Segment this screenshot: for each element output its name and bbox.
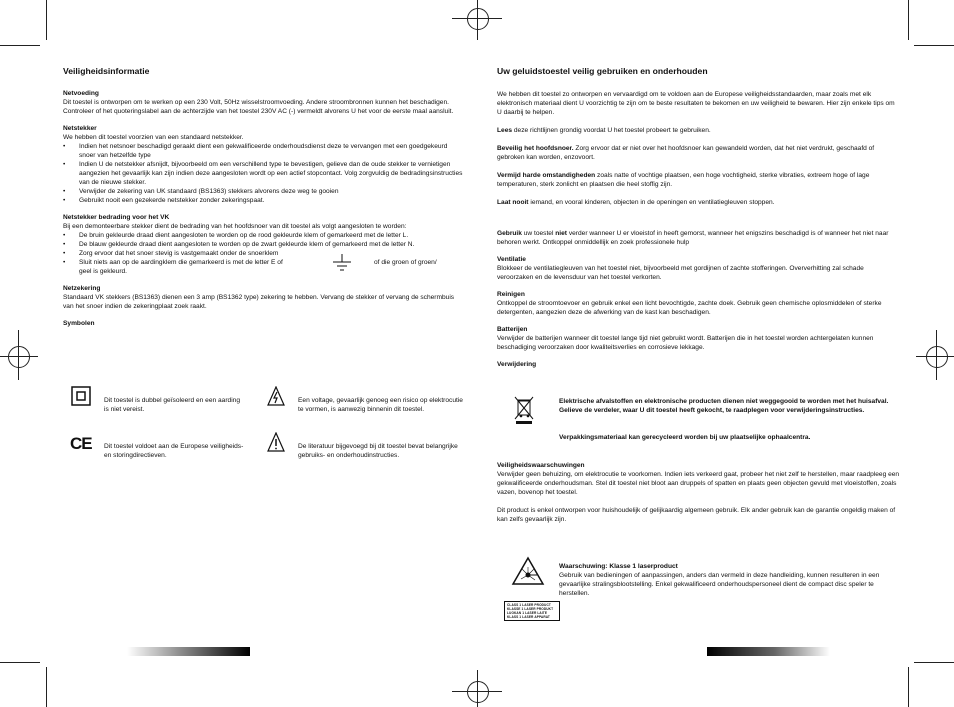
double-insulation-icon	[71, 386, 91, 411]
earth-text-c: geel is gekleurd.	[79, 268, 128, 275]
section-ventilatie	[497, 256, 901, 282]
bullet-list	[63, 142, 463, 205]
weee-text: Elektrische afvalstoffen en elektronische producten dienen niet weggegooid te worden met het huisafval. Gelieve de verdeler, waar U dit toestel heeft gekocht, te raadplegen voor verwijderingsinstructies.	[559, 398, 889, 414]
lees-paragraph: Lees deze richtlijnen grondig voordat U het toestel probeert te gebruiken.	[497, 127, 711, 134]
label-line: CLASS 1 LASER PRODUCT	[507, 603, 551, 607]
list-item: • De bruin gekleurde draad dient aangesloten te worden op de rood gekleurde klem of gemarkeerd met de letter L.	[63, 231, 463, 240]
symbol-text: Dit toestel is dubbel geïsoleerd en een aarding is niet vereist.	[104, 396, 240, 413]
section-text: Ontkoppel de stroomtoevoer en gebruik enkel een licht bevochtigde, zachte doek. Gebruik geen chemische oplosmiddelen of sterke detergenten, aangezien deze de afwerking van de kast kan beschadigen.	[497, 300, 882, 316]
color-bar-left	[127, 647, 250, 656]
section-title: Netstekker bedrading voor het VK	[63, 214, 170, 221]
high-voltage-icon	[267, 386, 285, 411]
page-title: Veiligheidsinformatie	[63, 66, 150, 76]
section-intro: Bij een demonteerbare stekker dient de bedrading van het hoofdsnoer van dit toestel als volgt aangesloten te worden:	[63, 223, 407, 230]
section-symbolen	[63, 320, 463, 328]
left-page	[63, 60, 463, 337]
symbol-text: De literatuur bijgevoegd bij dit toestel bevat belangrijke gebruiks- en onderhoudinstructies.	[298, 442, 458, 459]
symbol-text: Een voltage, gevaarlijk genoeg een risico op elektrocutie te vormen, is aanwezig binnenin dit toestel.	[298, 396, 463, 413]
beveilig-paragraph: Beveilig het hoofdsnoer. Zorg ervoor dat er niet over het hoofdsnoer kan gewandeld worden, dat het niet verdrukt, geschaafd of gebroken kan worden, enzovoort.	[497, 145, 875, 161]
earth-text-a: Sluit niets aan op de aardingklem die gemarkeerd is met de letter E of	[79, 259, 283, 266]
list-item: • Verwijder de zekering van UK standaard (BS1363) stekkers alvorens deze weg te gooien	[63, 187, 463, 196]
section-netvoeding	[63, 90, 463, 116]
section-intro: We hebben dit toestel voorzien van een standaard netstekker.	[63, 134, 244, 141]
right-page	[497, 60, 901, 378]
list-item: • Indien het netsnoer beschadigd geraakt dient een gekwalificeerde onderhoudsdienst deze te vervangen met een goedgekeurd snoer van hetzelfde type	[63, 142, 463, 160]
label-line: KLASSE 1 LASER PRODUKT	[507, 607, 554, 611]
section-title: Netstekker	[63, 125, 97, 132]
section-bedrading	[63, 214, 463, 276]
list-item: • Indien U de netstekker afsnijdt, bijvoorbeeld om een verschillend type te bevestigen, gelieve dan de oude stekker te vernietigen aangezien het gevaarlijk kan zijn indien deze aangesloten wordt op een actief stopcontact. Volg zorgvuldig de bedradingsinstructies van de nieuwe stekker.	[63, 160, 463, 187]
section-reinigen	[497, 291, 901, 317]
section-title: Ventilatie	[497, 256, 526, 263]
section-title: Netvoeding	[63, 90, 99, 97]
intro-text: We hebben dit toestel zo ontworpen en vervaardigd om te voldoen aan de Europese veiligheidsstandaarden, maar zoals met elk elektronisch materiaal dient U voorzichtig te zijn om te beste resultaten te bekomen en uw veiligheid te bewaren. Hier zijn enkele tips om U daarbij te helpen.	[497, 91, 895, 116]
warning-exclamation-icon	[267, 432, 285, 457]
section-text: Blokkeer de ventilatiegleuven van het toestel niet, bijvoorbeeld met gordijnen of zachte stofferingen. Oververhitting zal schade veroorzaken en de levensduur van het toestel verkorten.	[497, 265, 864, 281]
vermijd-paragraph: Vermijd harde omstandigheden zoals natte of vochtige plaatsen, een hoge vochtigheid, sterke vibraties, extreem hoge of lage temperaturen, sterk zonlicht en plaatsen die heel stoffig zijn.	[497, 172, 870, 188]
section-verwijdering	[497, 361, 901, 369]
section-title: Reinigen	[497, 291, 525, 298]
list-item: • Zorg ervoor dat het snoer stevig is vastgemaakt onder de snoerklem	[63, 249, 463, 258]
laser-text: Gebruik van bedieningen of aanpassingen, anders dan vermeld in deze handleiding, kunnen resulteren in een gevaarlijke stralingsblootstelling. Enkel gekwalificeerd onderhoudspersoneel dient de compact disc speler te herstellen.	[559, 572, 880, 597]
list-item: • Gebruikt nooit een gezekerde netstekker zonder zekeringspaat.	[63, 196, 463, 205]
gebruik-paragraph: Gebruik uw toestel niet verder wanneer U er vloeistof in heeft gemorst, wanneer het enigszins beschadigd is of wanneer het niet naar behoren werkt. Ontkoppel onmiddellijk en zoek professionele hulp	[497, 230, 889, 246]
page-title: Uw geluidstoestel veilig gebruiken en onderhouden	[497, 66, 708, 76]
laser-title: Waarschuwing: Klasse 1 laserproduct	[559, 563, 678, 570]
usage-text: Dit product is enkel ontworpen voor huishoudelijk of gelijkaardig algemeen gebruik. Elk ander gebruik kan de garantie ongeldig maken of kan zelfs gevaarlijk zijn.	[497, 507, 896, 523]
label-line: KLASS 1 LASER APPARAT	[507, 615, 550, 619]
laser-hazard-icon	[511, 556, 545, 591]
section-netzekering	[63, 285, 463, 311]
symbol-text: Dit toestel voldoet aan de Europese veiligheids- en storingdirectieven.	[104, 442, 244, 459]
section-batterijen	[497, 326, 901, 352]
section-text: Standaard VK stekkers (BS1363) dienen een 3 amp (BS1362 type) zekering te hebben. Vervang de stekker of vervang de schermbuis van het snoer indien de zekeringplaat zoek raakt.	[63, 294, 455, 310]
section-netstekker	[63, 125, 463, 205]
earth-text-b: of die groen of groen/	[374, 259, 437, 266]
laat-paragraph: Laat nooit iemand, en vooral kinderen, objecten in de openingen en ventilatiegleuven stoppen.	[497, 199, 775, 206]
section-text: Dit toestel is ontworpen om te werken op een 230 Volt, 50Hz wisselstroomvoeding. Andere stroombronnen kunnen het beschadigen. Controleer of het quoteringslabel aan de achterzijde van het toestel 230V AC (-) vermeldt alvorens U het voor de eerste maal aansluit.	[63, 99, 454, 115]
section-text: Verwijder de batterijen wanneer dit toestel lange tijd niet gebruikt wordt. Batterijen die in het toestel worden achtergelaten kunnen beschadiging veroorzaken door kwaliteitsverlies en corrosieve lekkage.	[497, 335, 874, 351]
section-title: Batterijen	[497, 326, 528, 333]
section-title: Netzekering	[63, 285, 101, 292]
ce-mark-icon: CE	[70, 434, 92, 453]
section-title: Veiligheidswaarschuwingen	[497, 462, 585, 469]
earth-symbol-icon	[331, 254, 353, 277]
laser-class-label	[504, 601, 560, 621]
section-waarschuwingen	[497, 462, 901, 524]
color-bar-right	[707, 647, 830, 656]
list-item: • De blauw gekleurde draad dient aangesloten te worden op de zwart gekleurde klem of gemarkeerd met de letter N.	[63, 240, 463, 249]
crossed-bin-icon	[513, 396, 535, 429]
label-line: LUOKAN 1 LASER LAITE	[507, 611, 548, 615]
section-title: Symbolen	[63, 320, 95, 327]
list-item	[63, 258, 463, 276]
bullet-list	[63, 231, 463, 276]
section-text: Verwijder geen behuizing, om elektrocutie te voorkomen. Indien iets verkeerd gaat, probeer het niet zelf te herstellen, maar raadpleeg een gekwalificeerde onderhoudsman. Stel dit toestel niet bloot aan druppels of spatten en plaats geen objecten gevuld met vloeistoffen, zoals vazen, bovenop het toestel.	[497, 471, 900, 496]
packaging-text: Verpakkingsmateriaal kan gerecycleerd worden bij uw plaatselijke ophaalcentra.	[559, 434, 811, 441]
section-title: Verwijdering	[497, 361, 537, 368]
